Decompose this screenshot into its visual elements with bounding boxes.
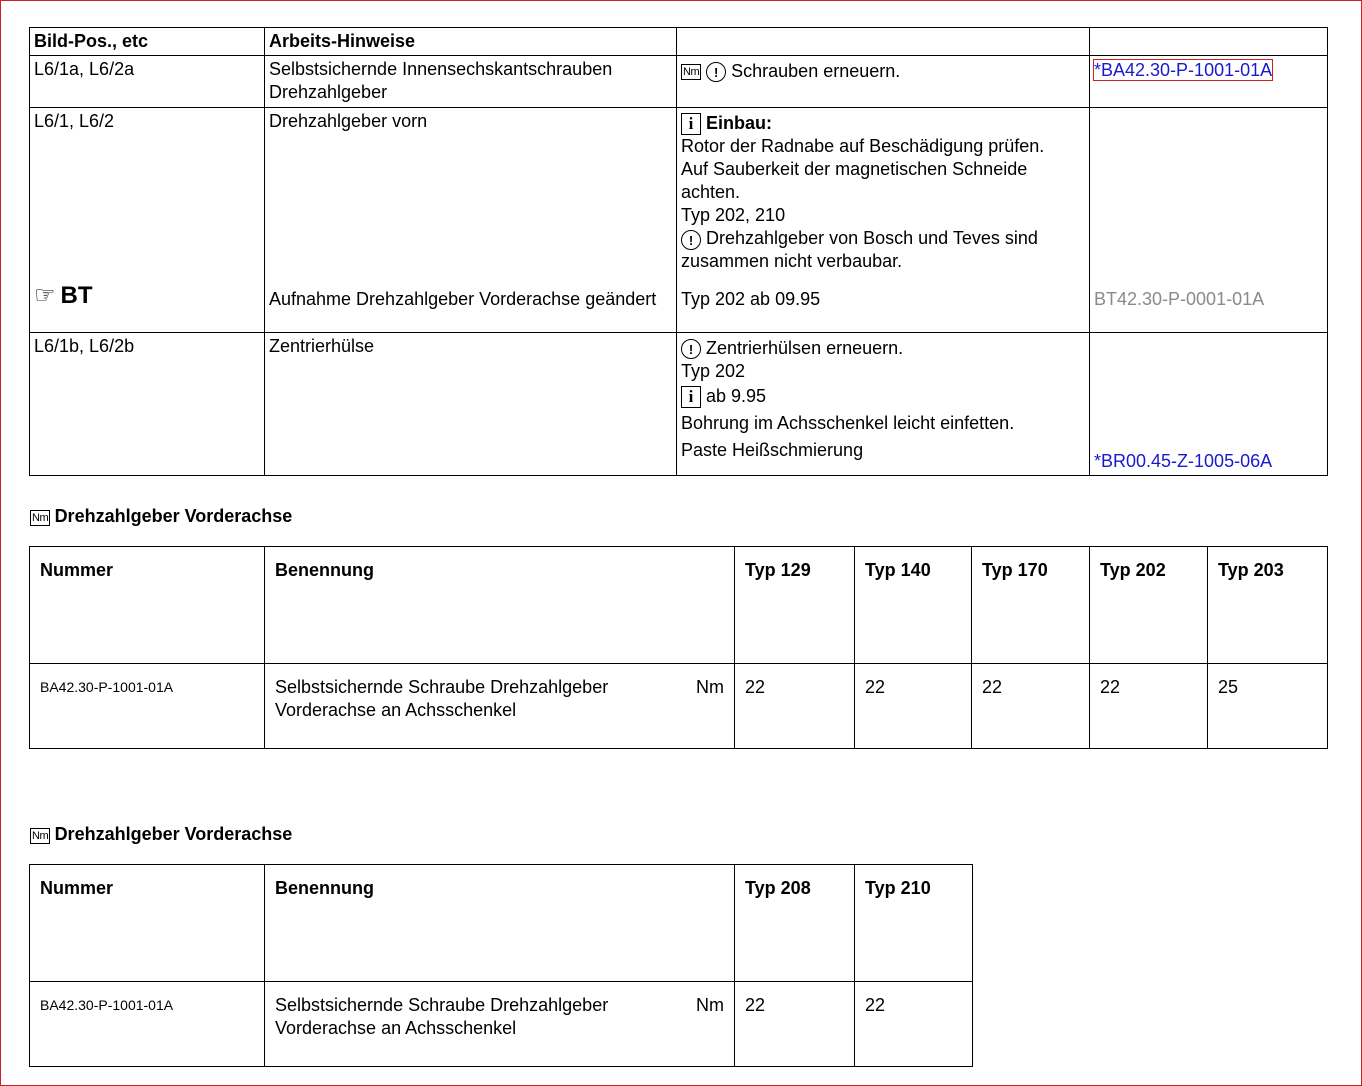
note-line-2: Auf Sauberkeit der magnetischen Schneide achten. xyxy=(681,159,1028,203)
ref-link-br00[interactable]: *BR00.45-Z-1005-06A xyxy=(1094,451,1273,471)
col-nummer: Nummer xyxy=(30,865,265,982)
cell-benennung xyxy=(265,664,735,749)
torque-header-row xyxy=(30,547,1328,664)
cell-benennung xyxy=(265,982,735,1067)
warning-icon: ! xyxy=(681,339,701,359)
section-title-2 xyxy=(30,824,292,845)
torque-table-1 xyxy=(29,546,1328,749)
table-row xyxy=(30,108,1328,333)
note-line-1: Rotor der Radnabe auf Beschädigung prüfen. xyxy=(681,136,1045,157)
section-title-1-text: Drehzahlgeber Vorderachse xyxy=(54,506,293,526)
row3-ref xyxy=(1090,333,1328,476)
header-refs xyxy=(1090,28,1328,56)
cell-nummer: BA42.30-P-1001-01A xyxy=(30,664,265,749)
table-row xyxy=(30,56,1328,108)
row3-typ: Typ 202 xyxy=(681,361,746,381)
cell-benennung-text: Selbstsichernde Schraube Drehzahlgeber Vorderachse an Achsschenkel xyxy=(275,677,609,720)
row3-note xyxy=(677,333,1090,476)
row2-ref xyxy=(1090,108,1328,333)
note-line-3: Typ 202, 210 xyxy=(681,205,786,226)
cell-value: 22 xyxy=(735,982,855,1067)
pointing-hand-icon: ☞ xyxy=(34,282,56,309)
torque-table-2 xyxy=(29,864,973,1067)
torque-icon: Nm xyxy=(32,511,49,524)
row3-paste: Paste Heißschmierung xyxy=(681,440,864,461)
section-title-2-text: Drehzahlgeber Vorderachse xyxy=(54,824,293,844)
cell-value: 22 xyxy=(735,664,855,749)
col-typ-140: Typ 140 xyxy=(855,547,972,664)
cell-value: 25 xyxy=(1208,664,1328,749)
warning-icon: ! xyxy=(681,230,701,250)
table-row xyxy=(30,664,1328,749)
row3-line: Bohrung im Achsschenkel leicht einfetten. xyxy=(681,413,1015,434)
col-typ-210: Typ 210 xyxy=(855,865,973,982)
row2-hint-text: Drehzahlgeber vorn xyxy=(269,111,428,131)
col-typ-202: Typ 202 xyxy=(1090,547,1208,664)
cell-unit: Nm xyxy=(696,677,724,697)
col-nummer: Nummer xyxy=(30,547,265,664)
col-typ-129: Typ 129 xyxy=(735,547,855,664)
row2-pos-text: L6/1, L6/2 xyxy=(34,111,115,131)
cell-value: 22 xyxy=(855,982,973,1067)
table-row xyxy=(30,333,1328,476)
row3-hint: Zentrierhülse xyxy=(265,333,677,476)
header-hints: Arbeits-Hinweise xyxy=(265,28,677,56)
table-header-row xyxy=(30,28,1328,56)
cell-value: 22 xyxy=(1090,664,1208,749)
col-typ-170: Typ 170 xyxy=(972,547,1090,664)
cell-nummer: BA42.30-P-1001-01A xyxy=(30,982,265,1067)
info-icon: i xyxy=(681,113,701,135)
row1-note-text: Schrauben erneuern. xyxy=(731,61,901,81)
section-title-1 xyxy=(30,506,292,527)
row3-info-text: ab 9.95 xyxy=(706,386,767,406)
row1-pos: L6/1a, L6/2a xyxy=(30,56,265,108)
row3-pos: L6/1b, L6/2b xyxy=(30,333,265,476)
install-title: Einbau: xyxy=(706,113,773,133)
bt-label: BT xyxy=(60,282,93,309)
bt-marker xyxy=(34,284,93,309)
bt-hint: Aufnahme Drehzahlgeber Vorderachse geändert xyxy=(269,289,657,309)
work-instructions-table xyxy=(29,27,1328,476)
col-benennung: Benennung xyxy=(265,547,735,664)
note-warning-text: Drehzahlgeber von Bosch und Teves sind zusammen nicht verbaubar. xyxy=(681,228,1038,272)
torque-header-row xyxy=(30,865,973,982)
row1-hint: Selbstsichernde Innensechskantschrauben Drehzahlgeber xyxy=(265,56,677,108)
cell-value: 22 xyxy=(855,664,972,749)
warning-icon: ! xyxy=(706,62,726,82)
row2-hint xyxy=(265,108,677,333)
col-typ-208: Typ 208 xyxy=(735,865,855,982)
ref-link-ba42[interactable]: *BA42.30-P-1001-01A xyxy=(1094,60,1273,80)
cell-value: 22 xyxy=(972,664,1090,749)
row1-ref xyxy=(1090,56,1328,108)
bt-note: Typ 202 ab 09.95 xyxy=(681,289,821,309)
col-benennung: Benennung xyxy=(265,865,735,982)
cell-unit: Nm xyxy=(696,995,724,1015)
info-icon: i xyxy=(681,386,701,408)
cell-benennung-text: Selbstsichernde Schraube Drehzahlgeber Vorderachse an Achsschenkel xyxy=(275,995,609,1038)
table-row xyxy=(30,982,973,1067)
col-typ-203: Typ 203 xyxy=(1208,547,1328,664)
torque-icon: Nm xyxy=(683,66,700,79)
header-notes xyxy=(677,28,1090,56)
bt-ref-link[interactable]: BT42.30-P-0001-01A xyxy=(1094,289,1265,309)
row1-note xyxy=(677,56,1090,108)
row3-warning-text: Zentrierhülsen erneuern. xyxy=(706,338,904,358)
row2-note xyxy=(677,108,1090,333)
torque-icon: Nm xyxy=(32,829,49,842)
row2-pos xyxy=(30,108,265,333)
header-pos: Bild-Pos., etc xyxy=(30,28,265,56)
